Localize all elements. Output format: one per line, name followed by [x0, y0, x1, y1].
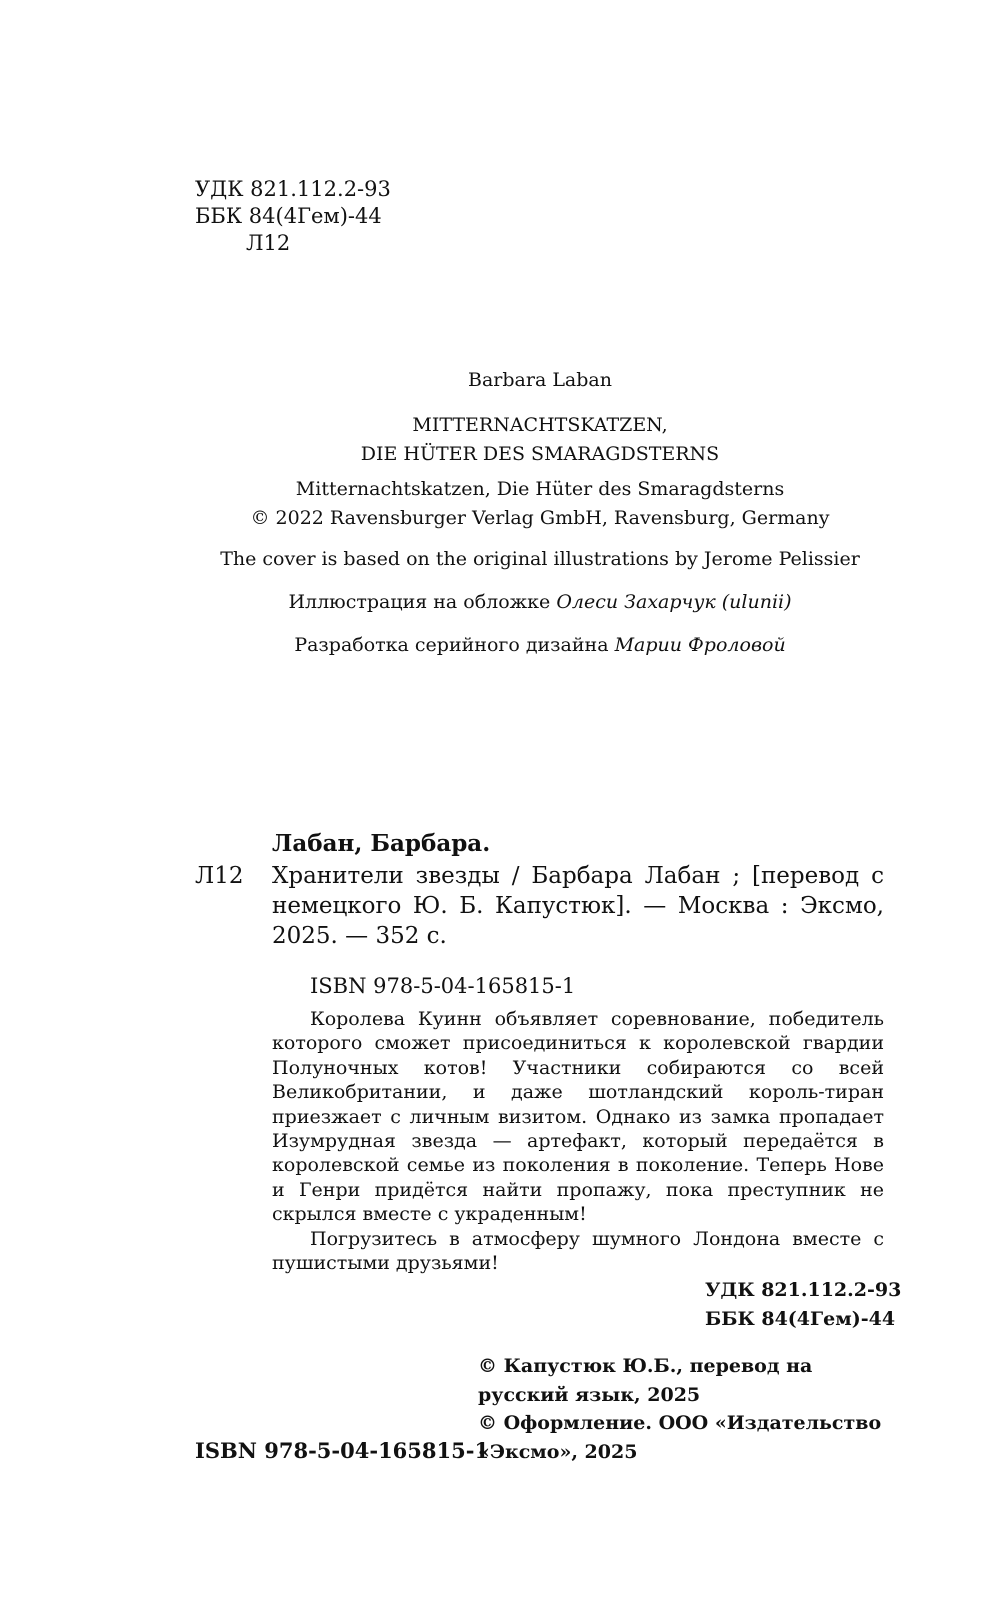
- credits-copyright: [160, 475, 920, 533]
- illustration-artist: Олеси Захарчук (ulunii): [556, 591, 792, 613]
- design-artist: Марии Фроловой: [614, 634, 786, 656]
- entry-isbn: ISBN 978-5-04-165815-1: [310, 974, 576, 998]
- bbk-code: ББК 84(4Гем)-44: [195, 204, 382, 228]
- udk-code: УДК 821.112.2-93: [195, 177, 391, 201]
- annotation-paragraph-1: Королева Куинн объявляет соревнование, победитель которого сможет присоединиться к королевской гвардии Полуночных котов! Участники собираются со всей Великобритании, и даже шотландский король-тиран приезжает с личным визитом. Однако из замка пропадает Изумрудная звезда — артефакт, который передаётся в королевской семье из поколения в поколение. Теперь Нове и Генри придётся найти пропажу, пока преступник не скрылся вместе с украденным!: [272, 1008, 884, 1226]
- udk-code-bottom: УДК 821.112.2-93: [705, 1279, 902, 1301]
- entry-description: Хранители звезды / Барбара Лабан ; [перевод с немецкого Ю. Б. Капустюк]. — Москва : Эксмо, 2025. — 352 с.: [272, 863, 884, 949]
- credits-author: [160, 366, 920, 395]
- original-title-line1: MITTERNACHTSKATZEN,: [412, 414, 668, 436]
- classification-top: [195, 176, 391, 257]
- design-label: Разработка серийного дизайна: [294, 634, 609, 656]
- original-author: Barbara Laban: [468, 369, 612, 391]
- annotation-paragraph-2: Погрузитесь в атмосферу шумного Лондона вместе с пушистыми друзьями!: [272, 1227, 884, 1275]
- illustration-label: Иллюстрация на обложке: [288, 591, 551, 613]
- annotation: [272, 1007, 884, 1275]
- copyright-line1: Mitternachtskatzen, Die Hüter des Smaragdsterns: [295, 478, 785, 500]
- entry-code: Л12: [195, 863, 244, 889]
- copyright-design: © Оформление. ООО «Издательство «Эксмо», 2025: [478, 1412, 882, 1463]
- credits-cover-note: [160, 545, 920, 574]
- copyright-notices: [478, 1352, 908, 1466]
- classification-bottom: [705, 1276, 901, 1334]
- entry-author: Лабан, Барбара.: [272, 830, 491, 857]
- isbn-bottom: ISBN 978-5-04-165815-1: [195, 1438, 490, 1463]
- credits-original-title: [160, 411, 920, 469]
- copyright-line2: © 2022 Ravensburger Verlag GmbH, Ravensburg, Germany: [250, 507, 830, 529]
- original-title-line2: DIE HÜTER DES SMARAGDSTERNS: [360, 443, 720, 465]
- cover-note: The cover is based on the original illustrations by Jerome Pelissier: [220, 548, 860, 570]
- bbk-code-bottom: ББК 84(4Гем)-44: [705, 1308, 896, 1330]
- credits-illustration: [160, 588, 920, 617]
- author-mark: Л12: [246, 231, 291, 255]
- credits-design: [160, 631, 920, 660]
- copyright-translation: © Капустюк Ю.Б., перевод на русский язык, 2025: [478, 1355, 813, 1406]
